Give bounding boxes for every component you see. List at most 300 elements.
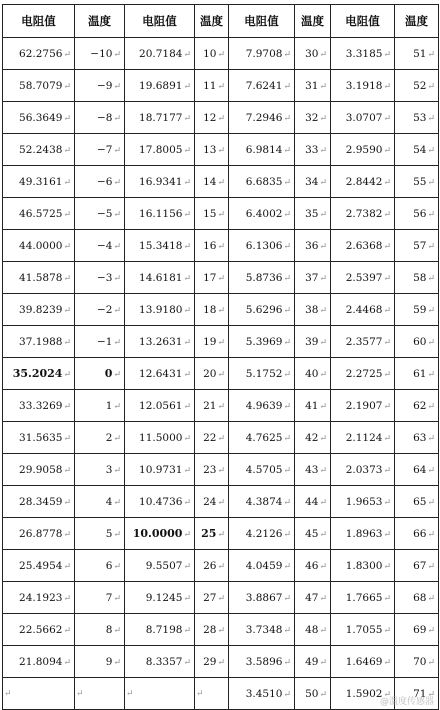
temperature-cell bbox=[395, 646, 439, 678]
cell-value: 2.8442 bbox=[345, 175, 383, 188]
cell-value: 26 bbox=[203, 559, 217, 572]
temperature-cell bbox=[195, 486, 229, 518]
table-row bbox=[3, 486, 439, 518]
temperature-cell bbox=[395, 262, 439, 294]
temperature-cell bbox=[295, 422, 331, 454]
resistance-temperature-table-container bbox=[2, 4, 438, 710]
cell-value: 21.8094 bbox=[19, 655, 63, 668]
resistance-cell bbox=[125, 326, 195, 358]
cell-value: 65 bbox=[413, 495, 427, 508]
cell-value: 40 bbox=[305, 367, 319, 380]
temperature-cell bbox=[395, 294, 439, 326]
cell-value: 3.5896 bbox=[245, 655, 283, 668]
return-mark: ↵ bbox=[217, 593, 225, 604]
return-mark: ↵ bbox=[319, 529, 327, 540]
cell-value: 28 bbox=[203, 623, 217, 636]
return-mark: ↵ bbox=[319, 369, 327, 380]
temperature-cell bbox=[75, 166, 125, 198]
resistance-cell bbox=[125, 518, 195, 550]
cell-value: 11.5000 bbox=[139, 431, 183, 444]
resistance-cell bbox=[331, 518, 395, 550]
resistance-cell bbox=[125, 166, 195, 198]
cell-value: 3.0707 bbox=[345, 111, 383, 124]
cell-value: 44.0000 bbox=[19, 239, 63, 252]
return-mark: ↵ bbox=[63, 305, 71, 316]
temperature-cell bbox=[295, 358, 331, 390]
cell-value: 67 bbox=[413, 559, 427, 572]
return-mark: ↵ bbox=[4, 688, 12, 699]
table-row bbox=[3, 614, 439, 646]
temperature-cell bbox=[295, 38, 331, 70]
temperature-cell bbox=[75, 550, 125, 582]
return-mark: ↵ bbox=[427, 49, 435, 60]
return-mark: ↵ bbox=[283, 369, 291, 380]
cell-value: 56.3649 bbox=[19, 111, 63, 124]
cell-value: 44 bbox=[305, 495, 319, 508]
cell-value: −3 bbox=[96, 271, 113, 284]
cell-value: 21 bbox=[203, 399, 217, 412]
temperature-cell bbox=[195, 454, 229, 486]
return-mark: ↵ bbox=[63, 401, 71, 412]
temperature-cell bbox=[295, 166, 331, 198]
cell-value: 13.9180 bbox=[139, 303, 183, 316]
cell-value: 13.2631 bbox=[139, 335, 183, 348]
cell-value: −8 bbox=[96, 111, 113, 124]
resistance-cell bbox=[125, 262, 195, 294]
return-mark: ↵ bbox=[183, 177, 191, 188]
cell-value: 2.0373 bbox=[345, 463, 383, 476]
cell-value: 22 bbox=[203, 431, 217, 444]
return-mark: ↵ bbox=[319, 209, 327, 220]
cell-value: 2.7382 bbox=[345, 207, 383, 220]
cell-value: 60 bbox=[413, 335, 427, 348]
cell-value: 1.7665 bbox=[345, 591, 383, 604]
temperature-cell bbox=[395, 70, 439, 102]
temperature-cell bbox=[75, 614, 125, 646]
table-row bbox=[3, 102, 439, 134]
resistance-cell bbox=[229, 614, 295, 646]
return-mark: ↵ bbox=[183, 433, 191, 444]
cell-value: 2.5397 bbox=[345, 271, 383, 284]
return-mark: ↵ bbox=[217, 530, 225, 540]
cell-value: 53 bbox=[413, 111, 427, 124]
cell-value: −10 bbox=[90, 47, 113, 60]
return-mark: ↵ bbox=[183, 530, 191, 540]
return-mark: ↵ bbox=[427, 273, 435, 284]
cell-value: 7 bbox=[105, 591, 113, 604]
table-row bbox=[3, 422, 439, 454]
table-row bbox=[3, 38, 439, 70]
resistance-cell bbox=[3, 198, 75, 230]
resistance-cell bbox=[331, 294, 395, 326]
return-mark: ↵ bbox=[319, 113, 327, 124]
return-mark: ↵ bbox=[427, 305, 435, 316]
return-mark: ↵ bbox=[113, 497, 121, 508]
return-mark: ↵ bbox=[283, 433, 291, 444]
table-row bbox=[3, 326, 439, 358]
return-mark: ↵ bbox=[383, 49, 391, 60]
return-mark: ↵ bbox=[217, 273, 225, 284]
return-mark: ↵ bbox=[319, 305, 327, 316]
return-mark: ↵ bbox=[63, 273, 71, 284]
return-mark: ↵ bbox=[183, 561, 191, 572]
cell-value: 26.8778 bbox=[19, 527, 63, 540]
return-mark: ↵ bbox=[113, 529, 121, 540]
table-row bbox=[3, 582, 439, 614]
resistance-cell bbox=[331, 358, 395, 390]
temperature-cell bbox=[75, 102, 125, 134]
return-mark: ↵ bbox=[113, 49, 121, 60]
temperature-cell bbox=[75, 486, 125, 518]
temperature-cell bbox=[75, 422, 125, 454]
temperature-cell bbox=[395, 230, 439, 262]
return-mark: ↵ bbox=[217, 561, 225, 572]
return-mark: ↵ bbox=[113, 465, 121, 476]
resistance-cell bbox=[125, 422, 195, 454]
return-mark: ↵ bbox=[383, 401, 391, 412]
return-mark: ↵ bbox=[63, 433, 71, 444]
return-mark: ↵ bbox=[63, 209, 71, 220]
return-mark: ↵ bbox=[217, 177, 225, 188]
cell-value: 32 bbox=[305, 111, 319, 124]
return-mark: ↵ bbox=[427, 561, 435, 572]
table-row bbox=[3, 390, 439, 422]
cell-value: 47 bbox=[305, 591, 319, 604]
temperature-cell bbox=[75, 70, 125, 102]
return-mark: ↵ bbox=[217, 433, 225, 444]
header-temperature-3: 温度 bbox=[295, 5, 331, 38]
return-mark: ↵ bbox=[427, 497, 435, 508]
temperature-cell bbox=[75, 390, 125, 422]
resistance-cell bbox=[125, 390, 195, 422]
return-mark: ↵ bbox=[283, 593, 291, 604]
cell-value: 1 bbox=[105, 399, 113, 412]
cell-value: 61 bbox=[413, 367, 427, 380]
table-row bbox=[3, 550, 439, 582]
cell-value: 15 bbox=[203, 207, 217, 220]
cell-value: 37.1988 bbox=[19, 335, 63, 348]
resistance-cell bbox=[331, 422, 395, 454]
return-mark: ↵ bbox=[427, 145, 435, 156]
temperature-cell bbox=[75, 294, 125, 326]
temperature-cell bbox=[295, 646, 331, 678]
cell-value: 11 bbox=[203, 79, 217, 92]
resistance-cell bbox=[331, 614, 395, 646]
resistance-cell bbox=[229, 70, 295, 102]
cell-value: 20 bbox=[203, 367, 217, 380]
resistance-cell bbox=[331, 38, 395, 70]
table-row bbox=[3, 646, 439, 678]
cell-value: 10.4736 bbox=[139, 495, 183, 508]
return-mark: ↵ bbox=[183, 81, 191, 92]
return-mark: ↵ bbox=[383, 305, 391, 316]
cell-value: 4.5705 bbox=[245, 463, 283, 476]
temperature-cell bbox=[395, 582, 439, 614]
cell-value: 58 bbox=[413, 271, 427, 284]
cell-value: 58.7079 bbox=[19, 79, 63, 92]
resistance-cell bbox=[3, 550, 75, 582]
cell-value: 5.6296 bbox=[245, 303, 283, 316]
resistance-cell bbox=[125, 230, 195, 262]
temperature-cell bbox=[195, 102, 229, 134]
return-mark: ↵ bbox=[217, 145, 225, 156]
return-mark: ↵ bbox=[283, 657, 291, 668]
temperature-cell bbox=[295, 230, 331, 262]
return-mark: ↵ bbox=[283, 625, 291, 636]
resistance-cell bbox=[125, 678, 195, 710]
return-mark: ↵ bbox=[283, 401, 291, 412]
cell-value: 33.3269 bbox=[19, 399, 63, 412]
return-mark: ↵ bbox=[427, 657, 435, 668]
cell-value: 2.2725 bbox=[345, 367, 383, 380]
resistance-cell bbox=[331, 198, 395, 230]
resistance-cell bbox=[125, 614, 195, 646]
cell-value: 8.3357 bbox=[145, 655, 183, 668]
temperature-cell bbox=[195, 134, 229, 166]
return-mark: ↵ bbox=[319, 81, 327, 92]
cell-value: 5.1752 bbox=[245, 367, 283, 380]
return-mark: ↵ bbox=[183, 113, 191, 124]
resistance-cell bbox=[331, 326, 395, 358]
cell-value: 49.3161 bbox=[19, 175, 63, 188]
cell-value: −7 bbox=[96, 143, 113, 156]
return-mark: ↵ bbox=[427, 465, 435, 476]
cell-value: 24.1923 bbox=[19, 591, 63, 604]
cell-value: 10.9731 bbox=[139, 463, 183, 476]
return-mark: ↵ bbox=[183, 145, 191, 156]
temperature-cell bbox=[195, 422, 229, 454]
cell-value: 54 bbox=[413, 143, 427, 156]
return-mark: ↵ bbox=[427, 113, 435, 124]
return-mark: ↵ bbox=[383, 337, 391, 348]
return-mark: ↵ bbox=[183, 497, 191, 508]
return-mark: ↵ bbox=[63, 561, 71, 572]
table-row bbox=[3, 166, 439, 198]
return-mark: ↵ bbox=[427, 369, 435, 380]
cell-value: 34 bbox=[305, 175, 319, 188]
temperature-cell bbox=[195, 166, 229, 198]
cell-value: 12.0561 bbox=[139, 399, 183, 412]
return-mark: ↵ bbox=[319, 433, 327, 444]
return-mark: ↵ bbox=[427, 625, 435, 636]
cell-value: 20.7184 bbox=[139, 47, 183, 60]
cell-value: 46 bbox=[305, 559, 319, 572]
return-mark: ↵ bbox=[183, 337, 191, 348]
table-row bbox=[3, 678, 439, 710]
return-mark: ↵ bbox=[63, 593, 71, 604]
cell-value: 13 bbox=[203, 143, 217, 156]
table-row bbox=[3, 230, 439, 262]
cell-value: 18.7177 bbox=[139, 111, 183, 124]
return-mark: ↵ bbox=[283, 177, 291, 188]
temperature-cell bbox=[395, 454, 439, 486]
resistance-cell bbox=[229, 646, 295, 678]
return-mark: ↵ bbox=[113, 81, 121, 92]
cell-value: 39 bbox=[305, 335, 319, 348]
return-mark: ↵ bbox=[113, 433, 121, 444]
cell-value: 3.8867 bbox=[245, 591, 283, 604]
return-mark: ↵ bbox=[283, 465, 291, 476]
return-mark: ↵ bbox=[217, 465, 225, 476]
return-mark: ↵ bbox=[113, 273, 121, 284]
cell-value: 29.9058 bbox=[19, 463, 63, 476]
return-mark: ↵ bbox=[383, 273, 391, 284]
return-mark: ↵ bbox=[283, 689, 291, 700]
temperature-cell bbox=[75, 230, 125, 262]
resistance-cell bbox=[3, 134, 75, 166]
temperature-cell bbox=[395, 614, 439, 646]
temperature-cell bbox=[395, 326, 439, 358]
table-row bbox=[3, 454, 439, 486]
temperature-cell bbox=[195, 646, 229, 678]
resistance-cell bbox=[3, 294, 75, 326]
return-mark: ↵ bbox=[113, 305, 121, 316]
cell-value: 8 bbox=[105, 623, 113, 636]
cell-value: 12.6431 bbox=[139, 367, 183, 380]
cell-value: 66 bbox=[413, 527, 427, 540]
return-mark: ↵ bbox=[113, 657, 121, 668]
resistance-cell bbox=[3, 646, 75, 678]
resistance-cell bbox=[331, 582, 395, 614]
cell-value: 1.9653 bbox=[345, 495, 383, 508]
return-mark: ↵ bbox=[183, 401, 191, 412]
temperature-cell bbox=[195, 262, 229, 294]
cell-value: 6.9814 bbox=[245, 143, 283, 156]
temperature-cell bbox=[195, 550, 229, 582]
return-mark: ↵ bbox=[283, 241, 291, 252]
return-mark: ↵ bbox=[217, 209, 225, 220]
temperature-cell bbox=[395, 166, 439, 198]
temperature-cell bbox=[295, 582, 331, 614]
cell-value: 3.7348 bbox=[245, 623, 283, 636]
cell-value: 18 bbox=[203, 303, 217, 316]
cell-value: 56 bbox=[413, 207, 427, 220]
return-mark: ↵ bbox=[383, 593, 391, 604]
cell-value: 5.8736 bbox=[245, 271, 283, 284]
return-mark: ↵ bbox=[383, 177, 391, 188]
return-mark: ↵ bbox=[113, 370, 121, 380]
temperature-cell bbox=[395, 198, 439, 230]
resistance-cell bbox=[331, 230, 395, 262]
return-mark: ↵ bbox=[63, 497, 71, 508]
resistance-cell bbox=[3, 486, 75, 518]
resistance-cell bbox=[3, 678, 75, 710]
resistance-cell bbox=[3, 230, 75, 262]
temperature-cell bbox=[395, 102, 439, 134]
return-mark: ↵ bbox=[427, 529, 435, 540]
return-mark: ↵ bbox=[63, 49, 71, 60]
cell-value: 24 bbox=[203, 495, 217, 508]
cell-value: 17.8005 bbox=[139, 143, 183, 156]
temperature-cell bbox=[195, 326, 229, 358]
header-resistance-4: 电阻值 bbox=[331, 5, 395, 38]
return-mark: ↵ bbox=[319, 273, 327, 284]
header-resistance-2: 电阻值 bbox=[125, 5, 195, 38]
return-mark: ↵ bbox=[319, 401, 327, 412]
temperature-cell bbox=[195, 582, 229, 614]
return-mark: ↵ bbox=[283, 273, 291, 284]
cell-value: 70 bbox=[413, 655, 427, 668]
return-mark: ↵ bbox=[427, 209, 435, 220]
return-mark: ↵ bbox=[283, 113, 291, 124]
return-mark: ↵ bbox=[283, 497, 291, 508]
cell-value: 6 bbox=[105, 559, 113, 572]
resistance-cell bbox=[331, 454, 395, 486]
return-mark: ↵ bbox=[63, 370, 71, 380]
resistance-cell bbox=[3, 326, 75, 358]
resistance-cell bbox=[125, 550, 195, 582]
return-mark: ↵ bbox=[113, 625, 121, 636]
return-mark: ↵ bbox=[283, 49, 291, 60]
temperature-cell bbox=[295, 518, 331, 550]
cell-value: 3.1918 bbox=[345, 79, 383, 92]
return-mark: ↵ bbox=[113, 241, 121, 252]
resistance-cell bbox=[229, 390, 295, 422]
resistance-cell bbox=[229, 134, 295, 166]
return-mark: ↵ bbox=[217, 401, 225, 412]
return-mark: ↵ bbox=[319, 561, 327, 572]
return-mark: ↵ bbox=[113, 337, 121, 348]
return-mark: ↵ bbox=[383, 241, 391, 252]
resistance-cell bbox=[229, 294, 295, 326]
return-mark: ↵ bbox=[217, 657, 225, 668]
cell-value: 2.9590 bbox=[345, 143, 383, 156]
return-mark: ↵ bbox=[319, 241, 327, 252]
cell-value: 63 bbox=[413, 431, 427, 444]
return-mark: ↵ bbox=[383, 145, 391, 156]
return-mark: ↵ bbox=[63, 465, 71, 476]
return-mark: ↵ bbox=[113, 209, 121, 220]
resistance-cell bbox=[229, 358, 295, 390]
cell-value: 64 bbox=[413, 463, 427, 476]
resistance-cell bbox=[125, 70, 195, 102]
header-temperature-4: 温度 bbox=[395, 5, 439, 38]
resistance-cell bbox=[229, 198, 295, 230]
return-mark: ↵ bbox=[319, 465, 327, 476]
cell-value: −2 bbox=[96, 303, 113, 316]
return-mark: ↵ bbox=[383, 657, 391, 668]
return-mark: ↵ bbox=[383, 113, 391, 124]
resistance-cell bbox=[3, 102, 75, 134]
temperature-cell bbox=[295, 294, 331, 326]
temperature-cell bbox=[195, 294, 229, 326]
cell-value: 3.4510 bbox=[245, 687, 283, 700]
cell-value: 5 bbox=[105, 527, 113, 540]
cell-value: 4.0459 bbox=[245, 559, 283, 572]
return-mark: ↵ bbox=[217, 369, 225, 380]
resistance-cell bbox=[125, 294, 195, 326]
return-mark: ↵ bbox=[283, 337, 291, 348]
temperature-cell bbox=[75, 38, 125, 70]
cell-value: 25.4954 bbox=[19, 559, 63, 572]
table-row bbox=[3, 294, 439, 326]
return-mark: ↵ bbox=[113, 593, 121, 604]
cell-value: 68 bbox=[413, 591, 427, 604]
resistance-cell bbox=[125, 38, 195, 70]
cell-value: 7.6241 bbox=[245, 79, 283, 92]
return-mark: ↵ bbox=[427, 401, 435, 412]
cell-value: 8.7198 bbox=[145, 623, 183, 636]
resistance-cell bbox=[3, 166, 75, 198]
cell-value: 12 bbox=[203, 111, 217, 124]
resistance-cell bbox=[3, 262, 75, 294]
return-mark: ↵ bbox=[383, 433, 391, 444]
temperature-cell bbox=[75, 518, 125, 550]
return-mark: ↵ bbox=[283, 81, 291, 92]
return-mark: ↵ bbox=[63, 145, 71, 156]
temperature-cell bbox=[195, 678, 229, 710]
resistance-cell bbox=[125, 358, 195, 390]
